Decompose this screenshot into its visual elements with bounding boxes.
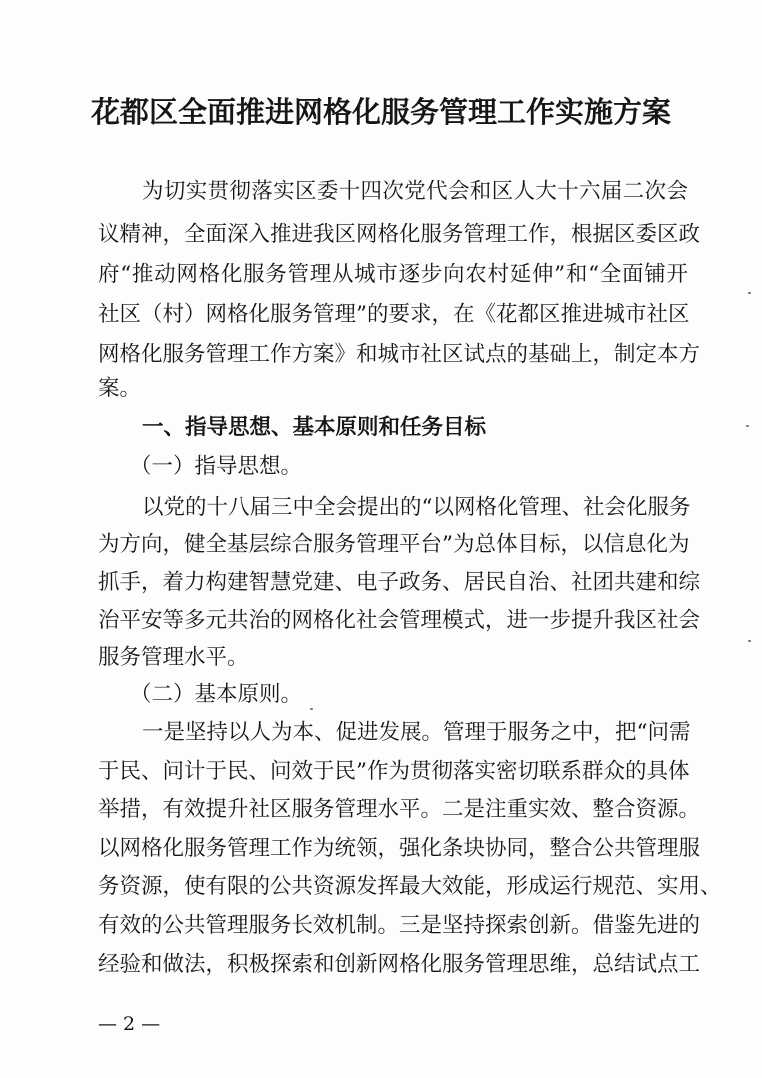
- subsection-heading-2: （二）基本原则。: [130, 682, 303, 707]
- sub2-line-3: 举措，有效提升社区服务管理水平。二是注重实效、整合资源。: [98, 797, 701, 822]
- document-title: 花都区全面推进网格化服务管理工作实施方案: [90, 95, 671, 129]
- intro-line-1: 为切实贯彻落实区委十四次党代会和区人大十六届二次会: [142, 179, 688, 204]
- sub2-line-6: 有效的公共管理服务长效机制。三是坚持探索创新。借鉴先进的: [98, 913, 701, 938]
- intro-line-4: 社区（村）网格化服务管理”的要求，在《花都区推进城市社区: [98, 302, 690, 327]
- intro-line-2: 议精神，全面深入推进我区网格化服务管理工作，根据区委区政: [98, 222, 701, 247]
- intro-line-5: 网格化服务管理工作方案》和城市社区试点的基础上，制定本方: [98, 342, 701, 367]
- subsection-heading-1: （一）指导思想。: [130, 454, 303, 479]
- sub1-line-2: 为方向，健全基层综合服务管理平台”为总体目标，以信息化为: [98, 532, 690, 557]
- page-number: — 2 —: [98, 1013, 161, 1035]
- sub1-line-3: 抓手，着力构建智慧党建、电子政务、居民自治、社团共建和综: [98, 570, 701, 595]
- scan-speck: [310, 708, 313, 710]
- intro-line-6: 案。: [98, 376, 142, 401]
- scan-speck: [748, 292, 751, 294]
- sub2-line-4: 以网格化服务管理工作为统领，强化条块协同，整合公共管理服: [98, 836, 701, 861]
- sub2-line-1: 一是坚持以人为本、促进发展。管理于服务之中，把“问需: [142, 720, 691, 745]
- sub2-line-5: 务资源，使有限的公共资源发挥最大效能，形成运行规范、实用、: [98, 874, 722, 899]
- intro-line-3: 府“推动网格化服务管理从城市逐步向农村延伸”和“全面铺开: [98, 262, 688, 287]
- scan-speck: [746, 425, 749, 427]
- scan-speck: [748, 640, 751, 642]
- sub1-line-4: 治平安等多元共治的网格化社会管理模式，进一步提升我区社会: [98, 608, 701, 633]
- sub2-line-2: 于民、问计于民、问效于民”作为贯彻落实密切联系群众的具体: [98, 759, 690, 784]
- sub2-line-7: 经验和做法，积极探索和创新网格化服务管理思维，总结试点工: [98, 952, 701, 977]
- sub1-line-1: 以党的十八届三中全会提出的“以网格化管理、社会化服务: [142, 495, 691, 520]
- section-heading-1: 一、指导思想、基本原则和任务目标: [142, 415, 487, 440]
- sub1-line-5: 服务管理水平。: [98, 645, 249, 670]
